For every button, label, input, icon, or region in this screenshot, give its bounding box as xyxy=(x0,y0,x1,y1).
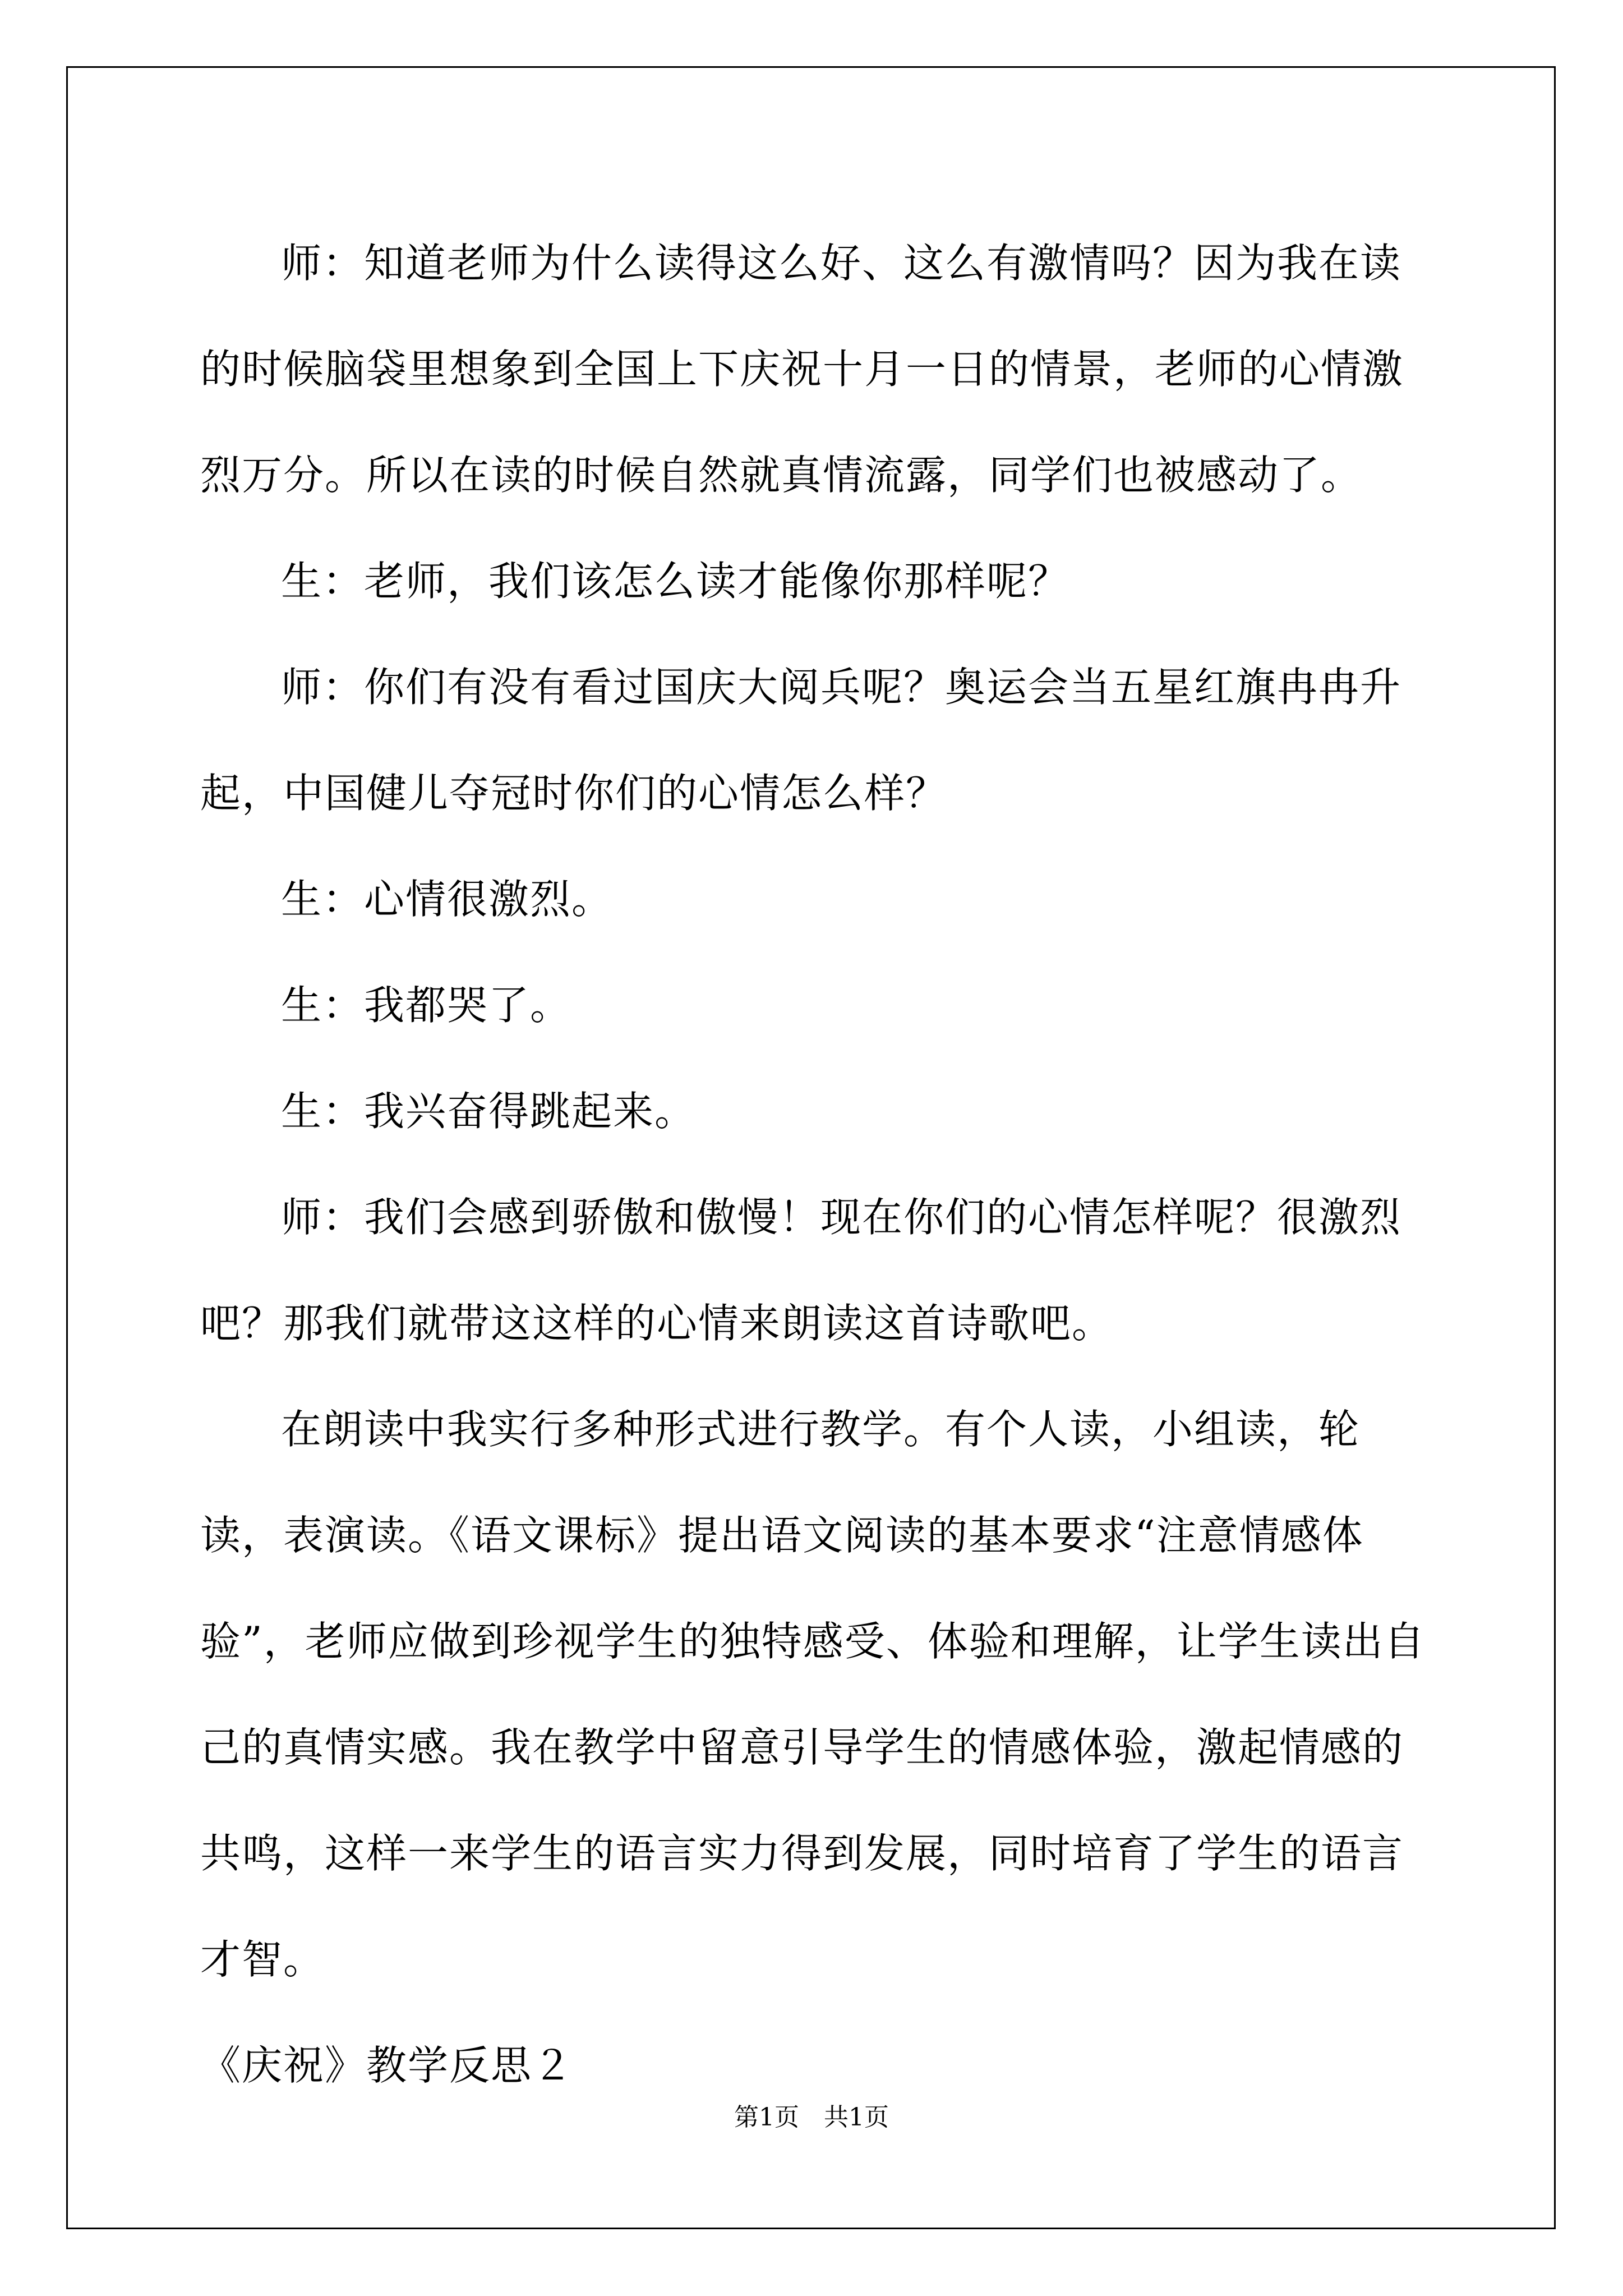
paragraph: 生：我兴奋得跳起来。 xyxy=(281,1088,697,1135)
paragraph: 师：我们会感到骄傲和傲慢！现在你们的心情怎样呢？很激烈吧？那我们就带这这样的心情来朗读这首诗歌吧。 xyxy=(200,1194,1402,1347)
paragraph: 在朗读中我实行多种形式进行教学。有个人读，小组读，轮读，表演读。《语文课标》提出语文阅读的基本要求“注意情感体验”，老师应做到珍视学生的独特感受、体验和理解，让学生读出自己的真情实感。我在教学中留意引导学生的情感体验，激起情感的共鸣，这样一来学生的语言实力得到发展，同时培育了学生的语言才智。 xyxy=(200,1406,1426,1983)
paragraph: 生：老师，我们该怎么读才能像你那样呢？ xyxy=(281,558,1070,605)
page-indicator: 第1页 共1页 xyxy=(734,2103,889,2132)
paragraph: 生：心情很激烈。 xyxy=(281,876,614,923)
paragraph: 生：我都哭了。 xyxy=(281,982,572,1029)
paragraph: 师：知道老师为什么读得这么好、这么有激情吗？因为我在读的时候脑袋里想象到全国上下庆祝十月一日的情景，老师的心情激烈万分。所以在读的时候自然就真情流露，同学们也被感动了。 xyxy=(200,240,1404,499)
section-heading: 《庆祝》教学反思２ xyxy=(200,2042,574,2089)
page-footer xyxy=(0,2097,1623,2133)
document-body xyxy=(200,210,1441,2119)
paragraph: 师：你们有没有看过国庆大阅兵呢？奥运会当五星红旗冉冉升起，中国健儿夺冠时你们的心情怎么样？ xyxy=(200,664,1402,817)
